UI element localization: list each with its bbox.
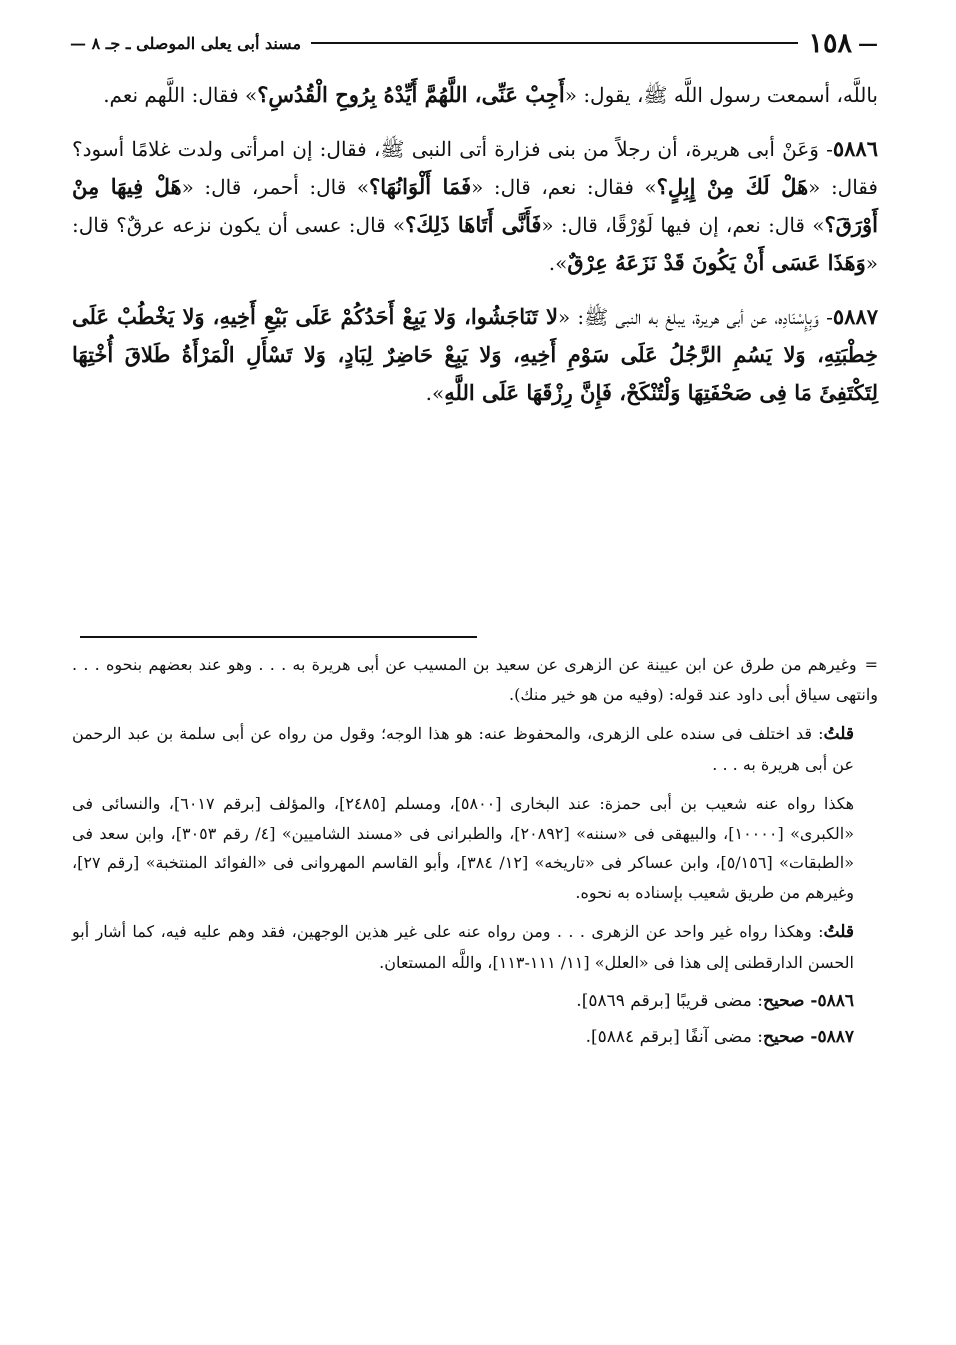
running-header: [70, 28, 878, 58]
prophetic-quote: لا تَنَاجَشُوا، وَلا يَبِعْ أَحَدُكُمْ عَلَى بَيْعِ أَخِيهِ، وَلا يَخْطُبْ عَلَى خِطْبَتِهِ، وَلا يَسُمِ الرَّجُلُ عَلَى سَوْمِ أَخِيهِ، وَلا يَبِعْ حَاضِرٌ لِبَادٍ، وَلا تَسْأَلِ الْمَرْأَةُ طَلاقَ أُخْتِهَا لِتَكْتَفِئَ مَا فِى صَحْفَتِهَا وَلْتُنْكَحْ، فَإِنَّ رِزْقَهَا عَلَى اللَّهِ: [72, 304, 878, 405]
text-run: » قال: عسى أن يكون نزعه عرقٌ؟ قال: «: [72, 213, 878, 275]
continuation-mark: =: [864, 655, 878, 674]
prophetic-quote: هَلْ فِيهَا مِنْ أَوْرَقَ؟: [72, 174, 878, 237]
text-run: ».: [548, 251, 568, 275]
text-run: » قال: نعم، إن فيها لَوُرْقًا، قال: «: [541, 213, 825, 237]
header-dash: —: [858, 31, 878, 55]
note-label: قلتُ: [823, 922, 854, 942]
grading-5886: [72, 987, 878, 1017]
grading-text: : مضى قريبًا [برقم ٥٨٦٩].: [576, 991, 763, 1011]
grading-label: ٥٨٨٧- صحيح: [762, 1026, 854, 1047]
footnote-note: [72, 719, 878, 779]
grading-text: : مضى آنفًا [برقم ٥٨٨٤].: [585, 1026, 763, 1047]
footnote-text: : وهكذا رواه غير واحد عن الزهرى . . . ومن رواه عنه على غير هذين الوجهين، فقد وهم عليه فيه، كما أشار أبو الحسن الدارقطنى إلى هذا فى «العلل» [١١/ ١١١-١١٣]، واللَّه المستعان.: [72, 922, 854, 972]
hadith-5887: [72, 298, 878, 412]
text-run: - وَعَنْ أبى هريرة، أن رجلاً من بنى فزارة أتى النبى ﷺ، فقال: إن امرأتى ولدت غلامًا أسود؟ فقال: «: [72, 137, 878, 199]
footnote-note: [72, 917, 878, 977]
footnote-continuation: [72, 650, 878, 709]
header-rule: [311, 42, 798, 44]
page-number: ١٥٨: [808, 27, 852, 59]
grading-label: ٥٨٨٦- صحيح: [762, 991, 854, 1011]
book-title: مسند أبى يعلى الموصلى ـ جـ ٨ —: [70, 33, 302, 53]
footnote-text: هكذا رواه عنه شعيب بن أبى حمزة: عند البخارى [٥٨٠٠]، ومسلم [٢٤٨٥]، والمؤلف [برقم ٦٠١٧]، والنسائى فى «الكبرى» [١٠٠٠٠]، والبيهقى فى «سننه» [٢٠٨٩٢]، والطبرانى فى «مسند الشاميين» [٤/ رقم ٣٠٥٣]، وابن سعد فى «الطبقات» [٥/١٥٦]، وابن عساكر فى «تاريخه» [١٢/ ٣٨٤]، وأبو القاسم المهروانى فى «الفوائد المنتخبة» [رقم ٢٧]، وغيرهم من طريق شعيب بإسناده به نحوه.: [72, 794, 855, 902]
footnote-text: وغيرهم من طرق عن ابن عيينة عن الزهرى عن سعيد بن المسيب عن أبى هريرة به . . . وهو عند بعضهم بنحوه . . . وانتهى سياق أبى داود عند قوله: (وفيه من هو خير منك).: [72, 655, 878, 704]
hadith-5886: [72, 130, 878, 282]
text-run: باللَّه، أسمعت رسول اللَّه ﷺ، يقول: «: [564, 83, 878, 107]
hadith-number: ٥٨٨٧: [832, 304, 879, 329]
text-run: » فقال: اللَّهم نعم.: [103, 83, 258, 107]
prophetic-quote: أَجِبْ عَنِّى، اللَّهُمَّ أَيِّدْهُ بِرُوحِ الْقُدُسِ؟: [257, 82, 565, 107]
footnotes: [72, 650, 878, 1058]
hadith-number: ٥٨٨٦: [832, 136, 878, 161]
continued-paragraph: [72, 76, 878, 114]
text-run: » قال: أحمر، قال: «: [181, 175, 370, 199]
note-label: قلتُ: [823, 724, 854, 744]
prophetic-quote: وَهَذَا عَسَى أَنْ يَكُونَ قَدْ نَزَعَهُ عِرْقٌ: [567, 250, 866, 275]
footnote-separator: [80, 636, 477, 638]
footnote-sources: [72, 789, 878, 907]
footnote-text: : قد اختلف فى سنده على الزهرى، والمحفوظ عنه: هو هذا الوجه؛ وقول من رواه عن أبى سلمة بن عبد الرحمن عن أبى هريرة به . . .: [72, 724, 854, 774]
prophetic-quote: فَمَا أَلْوَانُهَا؟: [369, 174, 472, 199]
text-run: ».: [425, 381, 445, 405]
text-run: - وَبِإِسْنَادِه، عن أبى هريرة، يبلغ به النبى ﷺ: «: [557, 305, 833, 329]
main-text: [72, 76, 878, 428]
text-run: » فقال: نعم، قال: «: [471, 175, 657, 199]
grading-5887: [72, 1023, 878, 1053]
prophetic-quote: هَلْ لَكَ مِنْ إِبِلٍ؟: [656, 174, 809, 199]
prophetic-quote: فَأَنَّى أَتَاهَا ذَلِكَ؟: [405, 212, 542, 237]
